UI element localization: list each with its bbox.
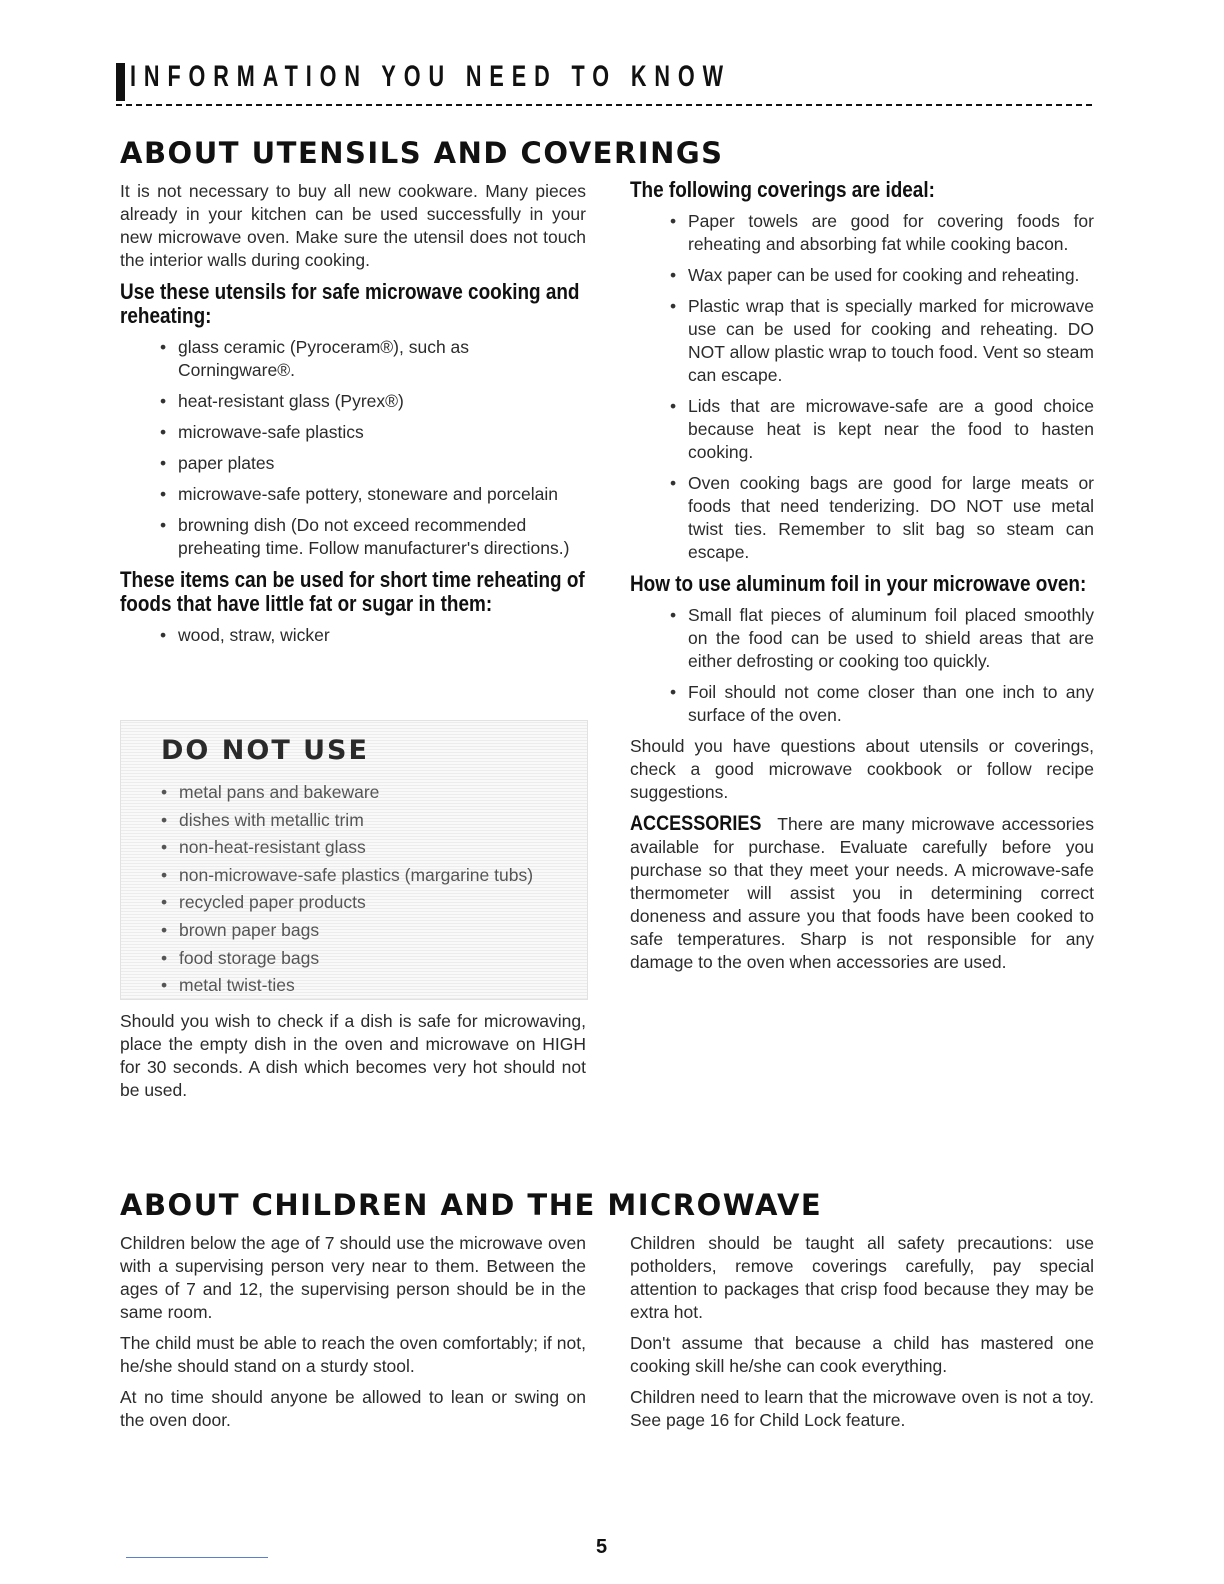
do-not-use-box	[120, 720, 588, 1000]
list-item: • Foil should not come closer than one inch to any surface of the oven.	[630, 681, 1094, 727]
list-item: • Small flat pieces of aluminum foil placed smoothly on the food can be used to shield areas that are either defrosting or cooking too quickly.	[630, 604, 1094, 673]
safe-utensils-heading: Use these utensils for safe microwave cooking and reheating:	[120, 279, 580, 328]
foil-heading: How to use aluminum foil in your microwave oven:	[630, 571, 1087, 596]
do-not-use-list	[161, 779, 533, 1000]
short-reheat-heading: These items can be used for short time reheating of foods that have little fat or sugar in them:	[120, 567, 585, 616]
accessories-paragraph	[630, 812, 1094, 974]
coverings-heading: The following coverings are ideal:	[630, 177, 935, 202]
list-item: • brown paper bags	[161, 919, 320, 940]
coverings-list	[630, 210, 1094, 564]
list-item: • dishes with metallic trim	[161, 809, 364, 830]
footer-rule	[126, 1557, 268, 1558]
list-item: • browning dish (Do not exceed recommended preheating time. Follow manufacturer's directions.)	[120, 514, 586, 560]
list-item: • metal pans and bakeware	[161, 782, 380, 802]
list-item: • Wax paper can be used for cooking and reheating.	[630, 264, 1094, 287]
list-item: • microwave-safe pottery, stoneware and porcelain	[120, 483, 586, 506]
questions-text: Should you have questions about utensils or coverings, check a good microwave cookbook or follow recipe suggestions.	[630, 736, 1094, 802]
children-title: ABOUT CHILDREN AND THE MICROWAVE	[120, 1188, 823, 1222]
list-item: • food storage bags	[161, 947, 320, 968]
header-title: INFORMATION YOU NEED TO KNOW	[130, 60, 731, 93]
page-header	[116, 60, 1092, 106]
list-item: • Plastic wrap that is specially marked for microwave use can be used for cooking and reheating. DO NOT allow plastic wrap to touch food. Vent so steam can escape.	[630, 295, 1094, 387]
children-right-column	[630, 1232, 1094, 1440]
paragraph: Don't assume that because a child has mastered one cooking skill he/she can cook everything.	[630, 1333, 1094, 1376]
list-item: • metal twist-ties	[161, 975, 295, 996]
dish-check-text: Should you wish to check if a dish is safe for microwaving, place the empty dish in the oven and microwave on HIGH for 30 seconds. A dish which becomes very hot should not be used.	[120, 1011, 586, 1100]
utensils-right-column	[630, 178, 1094, 982]
paragraph: Children need to learn that the microwave oven is not a toy. See page 16 for Child Lock feature.	[630, 1387, 1094, 1430]
header-bar	[116, 63, 125, 101]
list-item: • glass ceramic (Pyroceram®), such as Corningware®.	[120, 336, 586, 382]
safe-utensils-list	[120, 336, 586, 560]
children-left-column	[120, 1232, 586, 1440]
list-item: • non-heat-resistant glass	[161, 837, 366, 858]
list-item: • Oven cooking bags are good for large meats or foods that need tenderizing. DO NOT use metal twist ties. Remember to slit bag so steam can escape.	[630, 472, 1094, 564]
list-item: • heat-resistant glass (Pyrex®)	[120, 390, 586, 413]
accessories-text: There are many microwave accessories available for purchase. Evaluate carefully before you purchase so that they meet your needs. A microwave-safe thermometer will assist you in determining correct doneness and assure you that foods have been cooked to safe temperatures. Sharp is not responsible for any damage to the oven when accessories are used.	[630, 814, 1094, 972]
paragraph: Children should be taught all safety precautions: use potholders, remove coverings carefully, pay special attention to packages that crisp food because they may be extra hot.	[630, 1233, 1094, 1322]
list-item: • non-microwave-safe plastics (margarine tubs)	[161, 864, 534, 885]
paragraph: Children below the age of 7 should use the microwave oven with a supervising person very near to them. Between the ages of 7 and 12, the supervising person should be in the same room.	[120, 1233, 586, 1322]
short-reheat-list	[120, 624, 586, 647]
foil-list	[630, 604, 1094, 727]
accessories-label: ACCESSORIES	[630, 812, 762, 835]
paragraph: The child must be able to reach the oven comfortably; if not, he/she should stand on a sturdy stool.	[120, 1333, 586, 1376]
utensils-intro: It is not necessary to buy all new cookware. Many pieces already in your kitchen can be used successfully in your new microwave oven. Make sure the utensil does not touch the interior walls during cooking.	[120, 181, 586, 270]
list-item: • recycled paper products	[161, 892, 366, 913]
list-item: • wood, straw, wicker	[120, 624, 586, 647]
list-item: • paper plates	[120, 452, 586, 475]
list-item: • Lids that are microwave-safe are a good choice because heat is kept near the food to hasten cooking.	[630, 395, 1094, 464]
page-number: 5	[596, 1536, 608, 1558]
list-item: • microwave-safe plastics	[120, 421, 586, 444]
utensils-left-column	[120, 180, 586, 655]
list-item: • Paper towels are good for covering foods for reheating and absorbing fat while cooking bacon.	[630, 210, 1094, 256]
utensils-title: ABOUT UTENSILS AND COVERINGS	[120, 136, 724, 170]
paragraph: At no time should anyone be allowed to lean or swing on the oven door.	[120, 1387, 586, 1430]
do-not-use-title: DO NOT USE	[161, 735, 369, 766]
header-rule	[116, 104, 1092, 106]
